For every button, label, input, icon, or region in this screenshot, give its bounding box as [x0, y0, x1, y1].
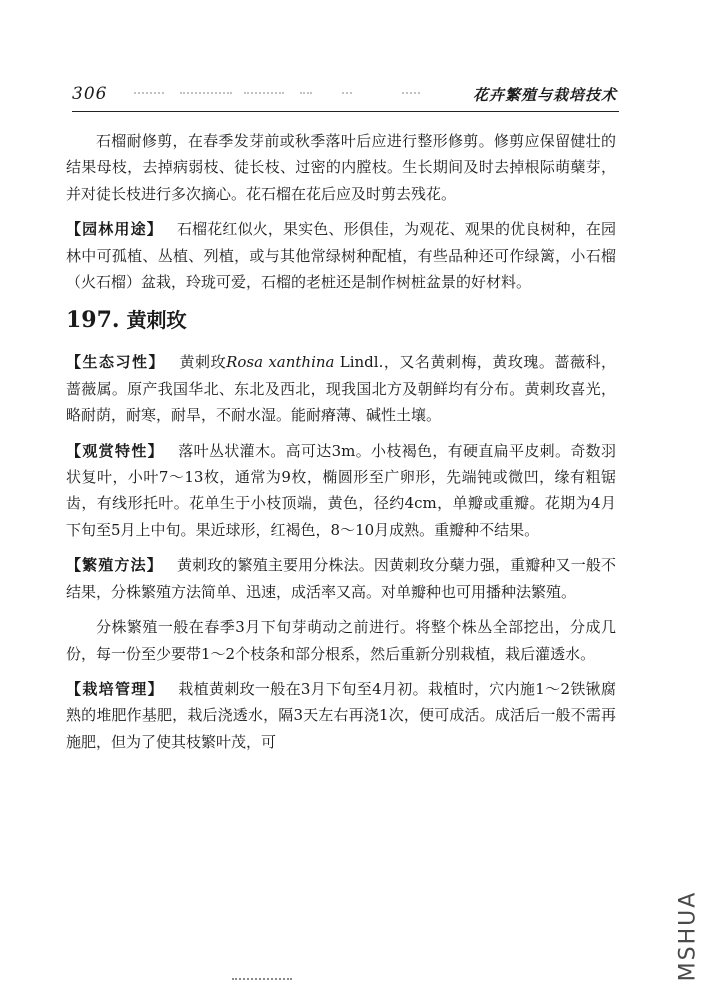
ecology-text-pre: 黄刺玫 [179, 353, 227, 372]
page-number: 306 [72, 84, 108, 104]
entry-number: 197. [66, 307, 120, 334]
running-title: 花卉繁殖与栽培技术 [472, 86, 617, 104]
latin-name: Rosa xanthina [226, 353, 335, 372]
section-label-ecology: 【生态习性】 [66, 353, 166, 372]
section-label-ornamental: 【观赏特性】 [66, 441, 164, 460]
section-label-landscape-use: 【园林用途】 [66, 220, 163, 239]
paragraph-propagation [66, 552, 616, 605]
section-label-propagation: 【繁殖方法】 [66, 556, 163, 575]
landscape-use-text: 石榴花红似火，果实色、形俱佳，为观花、观果的优良树种，在园林中可孤植、丛植、列植，或与其他常绿树种配植，有些品种还可作绿篱，小石榴（火石榴）盆栽，玲珑可爱，石榴的老桩还是制作树桩盆景的好材料。 [66, 220, 616, 292]
ornamental-text: 落叶丛状灌木。高可达3m。小枝褐色，有硬直扁平皮刺。奇数羽状复叶，小叶7～13枚，通常为9枚，椭圆形至广卵形，先端钝或微凹，缘有粗锯齿，有线形托叶。花单生于小枝顶端，黄色，径约4cm，单瓣或重瓣。花期为4月下旬至5月上中旬。果近球形，红褐色，8～10月成熟。重瓣种不结果。 [66, 441, 616, 539]
header-scan-noise [300, 92, 312, 96]
entry-heading [66, 305, 616, 335]
paragraph-pruning: 石榴耐修剪，在春季发芽前或秋季落叶后应进行整形修剪。修剪应保留健壮的结果母枝，去掉病弱枝、徒长枝、过密的内膛枝。生长期间及时去掉根际萌蘖芽，并对徒长枝进行多次摘心。花石榴在花后应及时剪去残花。 [66, 132, 616, 203]
paragraph-ornamental [66, 438, 616, 544]
footer-scan-dots [232, 978, 292, 980]
watermark [673, 881, 703, 991]
section-label-cultivation: 【栽培管理】 [66, 679, 164, 698]
paragraph-division: 分株繁殖一般在春季3月下旬芽萌动之前进行。将整个株丛全部挖出，分成几份，每一份至少要带1～2个枝条和部分根系，然后重新分别栽植，栽后灌透水。 [66, 618, 616, 663]
propagation-text: 黄刺玫的繁殖主要用分株法。因黄刺玫分蘖力强，重瓣种又一般不结果，分株繁殖方法简单、迅速，成活率又高。对单瓣种也可用播种法繁殖。 [66, 556, 616, 601]
entry-title: 黄刺玫 [126, 308, 187, 333]
header-rule [72, 111, 619, 112]
ecology-text-post: Lindl.，又名黄刺梅，黄玫瑰。蔷薇科，蔷薇属。原产我国华北、东北及西北，现我国北方及朝鲜均有分布。黄刺玫喜光，略耐荫，耐寒，耐旱，不耐水湿。能耐瘠薄、碱性土壤。 [66, 353, 616, 425]
cultivation-text: 栽植黄刺玫一般在3月下旬至4月初。栽植时，穴内施1～2铁锹腐熟的堆肥作基肥，栽后浇透水，隔3天左右再浇1次，便可成活。成活后一般不需再施肥，但为了使其枝繁叶茂，可 [66, 679, 616, 751]
header-scan-noise [402, 92, 420, 96]
header-scan-noise [134, 92, 164, 96]
watermark-text: MSHUA [675, 890, 701, 982]
paragraph-landscape-use [66, 216, 616, 295]
page-header [72, 84, 617, 110]
header-scan-noise [342, 92, 352, 96]
header-scan-noise [244, 92, 284, 96]
paragraph-ecology [66, 349, 616, 428]
page-body [66, 128, 616, 764]
paragraph-cultivation [66, 676, 616, 755]
header-scan-noise [180, 92, 232, 96]
